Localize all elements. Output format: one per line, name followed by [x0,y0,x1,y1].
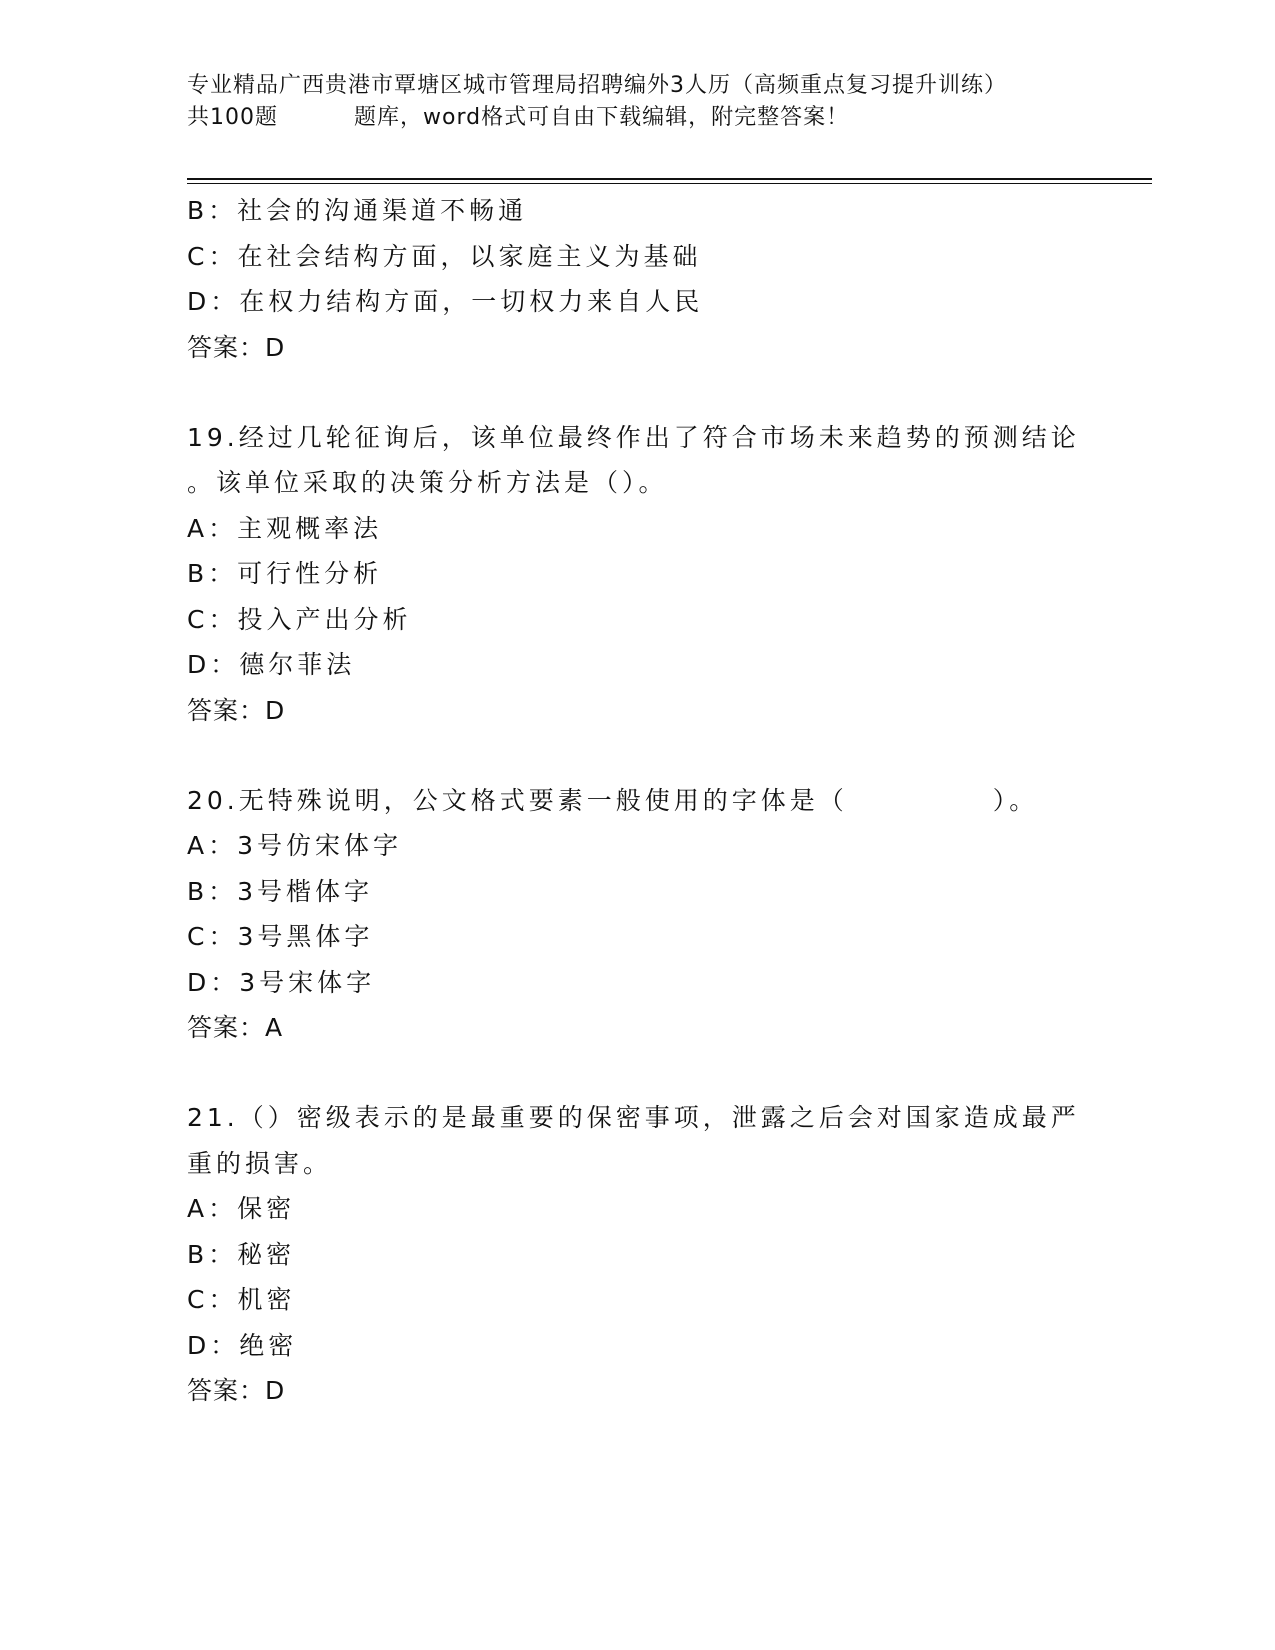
option-c: C：在社会结构方面，以家庭主义为基础 [187,241,702,271]
option-d: D：德尔菲法 [187,650,356,679]
option-b: B：秘密 [187,1239,296,1269]
option-d: D：在权力结构方面，一切权力来自人民 [187,287,704,316]
header-description: 题库，word格式可自由下载编辑，附完整答案！ [354,105,850,130]
option-d: D：绝密 [187,1330,298,1360]
header-title-line: 专业精品广西贵港市覃塘区城市管理局招聘编外3人历（高频重点复习提升训练） [187,73,1007,98]
previous-question-tail [187,188,1087,371]
option-b: B：可行性分析 [187,559,383,588]
option-c: C：机密 [187,1285,296,1314]
option-c: C：3号黑体字 [187,922,374,951]
answer-line: 答案：D [187,695,286,725]
option-a: A：保密 [187,1194,296,1223]
question-21 [187,1095,1087,1414]
question-20 [187,778,1087,1052]
question-stem: 20.无特殊说明，公文格式要素一般使用的字体是（ ）。 [187,785,1039,815]
document-header [187,70,1087,134]
question-stem: 19.经过几轮征询后，该单位最终作出了符合市场未来趋势的预测结论 [187,422,1080,452]
answer-line: 答案：D [187,1376,286,1405]
answer-line: 答案：D [187,332,286,362]
option-a: A：3号仿宋体字 [187,831,403,860]
option-b: B：社会的沟通渠道不畅通 [187,196,528,225]
option-a: A：主观概率法 [187,513,383,543]
option-d: D：3号宋体字 [187,967,376,997]
header-rule-thick [187,178,1152,180]
question-19 [187,415,1087,734]
option-b: B：3号楷体字 [187,876,374,906]
header-subtitle-line [187,102,1087,134]
answer-line: 答案：A [187,1013,284,1042]
option-c: C：投入产出分析 [187,604,412,634]
question-content [187,188,1087,1414]
question-stem: 21.（）密级表示的是最重要的保密事项，泄露之后会对国家造成最严 [187,1103,1080,1132]
header-rule-thin [187,183,1152,184]
question-stem: 重的损害。 [187,1148,333,1178]
question-stem: 。该单位采取的决策分析方法是（）。 [187,468,668,497]
header-question-count: 共100题 [187,105,278,130]
